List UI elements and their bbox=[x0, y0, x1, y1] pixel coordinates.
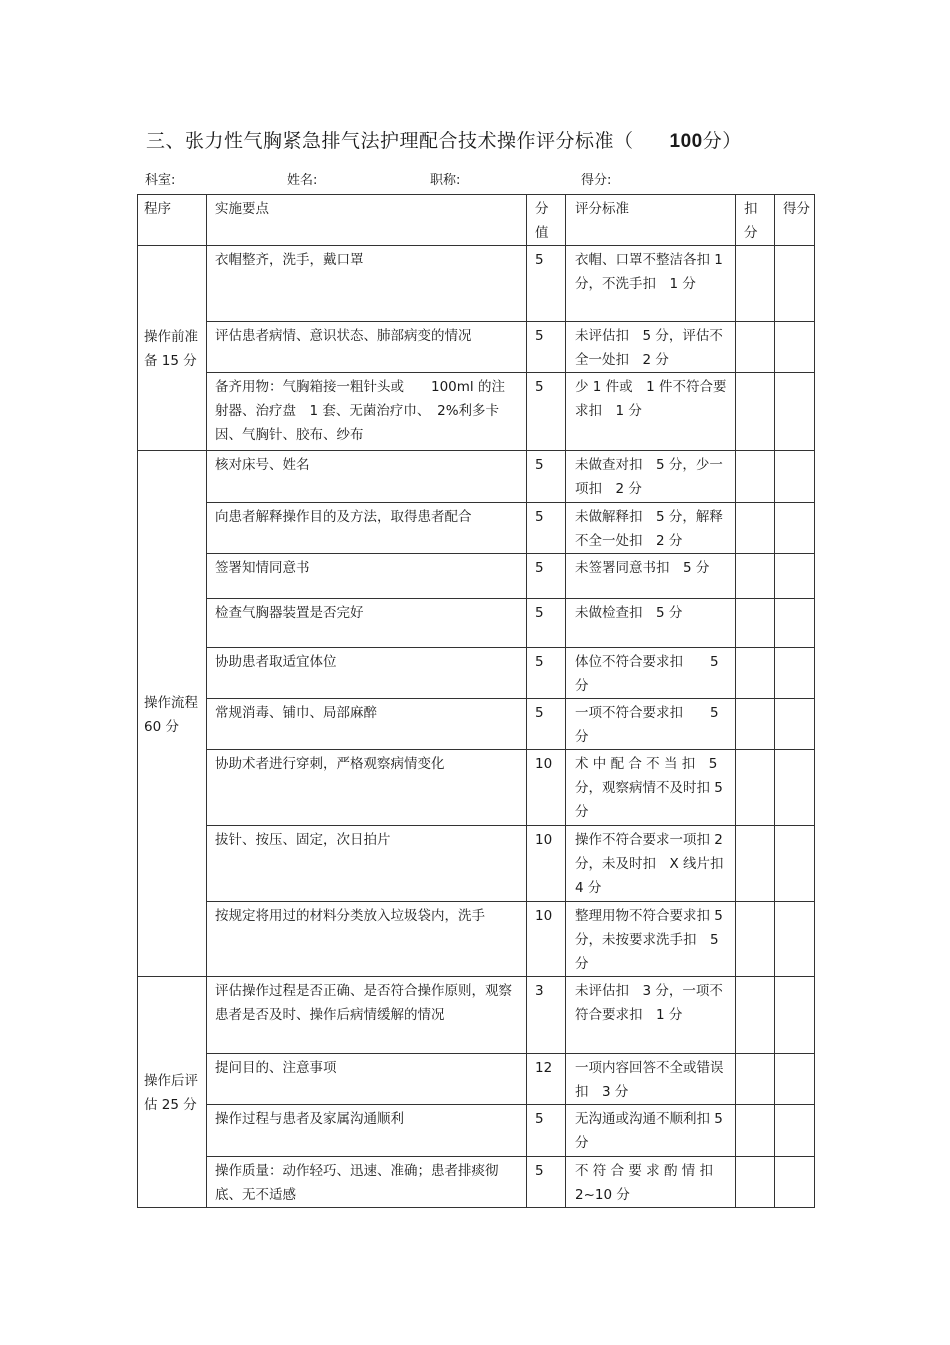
row-point: 操作质量：动作轻巧、迅速、准确；患者排痰彻底、无不适感 bbox=[207, 1157, 527, 1208]
row-value: 5 bbox=[527, 599, 566, 648]
row-standard: 未做解释扣 5 分，解释不全一处扣 2 分 bbox=[566, 503, 736, 554]
row-standard: 操作不符合要求一项扣 2 分，未及时扣 X 线片扣 4 分 bbox=[566, 826, 736, 902]
score-cell[interactable] bbox=[775, 1157, 815, 1208]
row-point: 拔针、按压、固定，次日拍片 bbox=[207, 826, 527, 902]
score-cell[interactable] bbox=[775, 322, 815, 373]
row-point: 评估操作过程是否正确、是否符合操作原则，观察患者是否及时、操作后病情缓解的情况 bbox=[207, 977, 527, 1054]
table-row bbox=[138, 1157, 815, 1208]
deduct-cell[interactable] bbox=[736, 554, 775, 599]
deduct-cell[interactable] bbox=[736, 750, 775, 826]
table-row bbox=[138, 902, 815, 977]
scoring-table bbox=[137, 194, 815, 1208]
score-cell[interactable] bbox=[775, 1054, 815, 1105]
deduct-cell[interactable] bbox=[736, 451, 775, 503]
score-cell[interactable] bbox=[775, 750, 815, 826]
row-value: 5 bbox=[527, 699, 566, 750]
row-value: 10 bbox=[527, 750, 566, 826]
row-value: 5 bbox=[527, 246, 566, 322]
row-point: 评估患者病情、意识状态、肺部病变的情况 bbox=[207, 322, 527, 373]
row-standard: 整理用物不符合要求扣 5 分，未按要求洗手扣 5 分 bbox=[566, 902, 736, 977]
row-standard: 少 1 件或 1 件不符合要求扣 1 分 bbox=[566, 373, 736, 451]
header-got: 得分 bbox=[775, 195, 815, 246]
row-value: 5 bbox=[527, 451, 566, 503]
row-standard: 术 中 配 合 不 当 扣 5 分，观察病情不及时扣 5 分 bbox=[566, 750, 736, 826]
table-row bbox=[138, 648, 815, 699]
row-standard: 一项内容回答不全或错误扣 3 分 bbox=[566, 1054, 736, 1105]
title-text: 三、张力性气胸紧急排气法护理配合技术操作评分标准（ bbox=[146, 130, 634, 152]
row-standard: 一项不符合要求扣 5 分 bbox=[566, 699, 736, 750]
score-cell[interactable] bbox=[775, 648, 815, 699]
rank-label: 职称: bbox=[430, 173, 461, 188]
table-row bbox=[138, 373, 815, 451]
row-value: 10 bbox=[527, 826, 566, 902]
title-suffix: 分） bbox=[702, 130, 742, 152]
header-standard: 评分标准 bbox=[566, 195, 736, 246]
table-row bbox=[138, 246, 815, 322]
table-row bbox=[138, 599, 815, 648]
row-value: 5 bbox=[527, 648, 566, 699]
score-cell[interactable] bbox=[775, 599, 815, 648]
row-value: 10 bbox=[527, 902, 566, 977]
table-row bbox=[138, 977, 815, 1054]
score-cell[interactable] bbox=[775, 246, 815, 322]
deduct-cell[interactable] bbox=[736, 977, 775, 1054]
row-value: 12 bbox=[527, 1054, 566, 1105]
row-standard: 体位不符合要求扣 5 分 bbox=[566, 648, 736, 699]
row-value: 5 bbox=[527, 554, 566, 599]
score-cell[interactable] bbox=[775, 554, 815, 599]
table-row bbox=[138, 1054, 815, 1105]
row-value: 5 bbox=[527, 1157, 566, 1208]
score-cell[interactable] bbox=[775, 373, 815, 451]
row-point: 备齐用物：气胸箱接一粗针头或 100ml 的注射器、治疗盘 1 套、无菌治疗巾、 2%利多卡因、气胸针、胶布、纱布 bbox=[207, 373, 527, 451]
deduct-cell[interactable] bbox=[736, 826, 775, 902]
header-value: 分值 bbox=[527, 195, 566, 246]
row-point: 按规定将用过的材料分类放入垃圾袋内，洗手 bbox=[207, 902, 527, 977]
row-point: 提问目的、注意事项 bbox=[207, 1054, 527, 1105]
row-standard: 未做查对扣 5 分，少一项扣 2 分 bbox=[566, 451, 736, 503]
name-label: 姓名: bbox=[287, 173, 318, 188]
row-value: 5 bbox=[527, 373, 566, 451]
row-value: 5 bbox=[527, 1105, 566, 1157]
table-row bbox=[138, 451, 815, 503]
table-row bbox=[138, 826, 815, 902]
row-point: 常规消毒、铺巾、局部麻醉 bbox=[207, 699, 527, 750]
header-step: 程序 bbox=[138, 195, 207, 246]
deduct-cell[interactable] bbox=[736, 503, 775, 554]
row-point: 签署知情同意书 bbox=[207, 554, 527, 599]
row-point: 向患者解释操作目的及方法，取得患者配合 bbox=[207, 503, 527, 554]
row-value: 5 bbox=[527, 503, 566, 554]
dept-label: 科室: bbox=[145, 173, 176, 188]
row-standard: 未做检查扣 5 分 bbox=[566, 599, 736, 648]
score-cell[interactable] bbox=[775, 826, 815, 902]
deduct-cell[interactable] bbox=[736, 1054, 775, 1105]
table-row bbox=[138, 699, 815, 750]
row-standard: 无沟通或沟通不顺利扣 5 分 bbox=[566, 1105, 736, 1157]
deduct-cell[interactable] bbox=[736, 322, 775, 373]
deduct-cell[interactable] bbox=[736, 246, 775, 322]
score-cell[interactable] bbox=[775, 699, 815, 750]
deduct-cell[interactable] bbox=[736, 1105, 775, 1157]
deduct-cell[interactable] bbox=[736, 1157, 775, 1208]
row-value: 3 bbox=[527, 977, 566, 1054]
score-cell[interactable] bbox=[775, 977, 815, 1054]
table-row bbox=[138, 503, 815, 554]
score-label: 得分: bbox=[581, 173, 612, 188]
deduct-cell[interactable] bbox=[736, 599, 775, 648]
row-standard: 未评估扣 3 分，一项不符合要求扣 1 分 bbox=[566, 977, 736, 1054]
row-standard: 衣帽、口罩不整洁各扣 1 分，不洗手扣 1 分 bbox=[566, 246, 736, 322]
deduct-cell[interactable] bbox=[736, 373, 775, 451]
row-standard: 未评估扣 5 分，评估不全一处扣 2 分 bbox=[566, 322, 736, 373]
deduct-cell[interactable] bbox=[736, 902, 775, 977]
score-cell[interactable] bbox=[775, 1105, 815, 1157]
section-label-post: 操作后评估 25 分 bbox=[138, 977, 207, 1208]
table-row bbox=[138, 554, 815, 599]
table-row bbox=[138, 322, 815, 373]
row-value: 5 bbox=[527, 322, 566, 373]
deduct-cell[interactable] bbox=[736, 648, 775, 699]
score-cell[interactable] bbox=[775, 451, 815, 503]
row-point: 衣帽整齐，洗手，戴口罩 bbox=[207, 246, 527, 322]
row-point: 协助术者进行穿刺，严格观察病情变化 bbox=[207, 750, 527, 826]
row-point: 核对床号、姓名 bbox=[207, 451, 527, 503]
row-point: 检查气胸器装置是否完好 bbox=[207, 599, 527, 648]
score-cell[interactable] bbox=[775, 902, 815, 977]
table-row bbox=[138, 1105, 815, 1157]
row-point: 协助患者取适宜体位 bbox=[207, 648, 527, 699]
section-label-process: 操作流程 60 分 bbox=[138, 451, 207, 977]
row-point: 操作过程与患者及家属沟通顺利 bbox=[207, 1105, 527, 1157]
header-points: 实施要点 bbox=[207, 195, 527, 246]
page-title bbox=[146, 126, 742, 153]
score-cell[interactable] bbox=[775, 503, 815, 554]
title-total-score: 100 bbox=[669, 131, 703, 152]
table-row bbox=[138, 750, 815, 826]
deduct-cell[interactable] bbox=[736, 699, 775, 750]
section-label-prep: 操作前准备 15 分 bbox=[138, 246, 207, 451]
row-standard: 不 符 合 要 求 酌 情 扣 2~10 分 bbox=[566, 1157, 736, 1208]
header-row bbox=[138, 195, 815, 246]
header-deduct: 扣分 bbox=[736, 195, 775, 246]
row-standard: 未签署同意书扣 5 分 bbox=[566, 554, 736, 599]
